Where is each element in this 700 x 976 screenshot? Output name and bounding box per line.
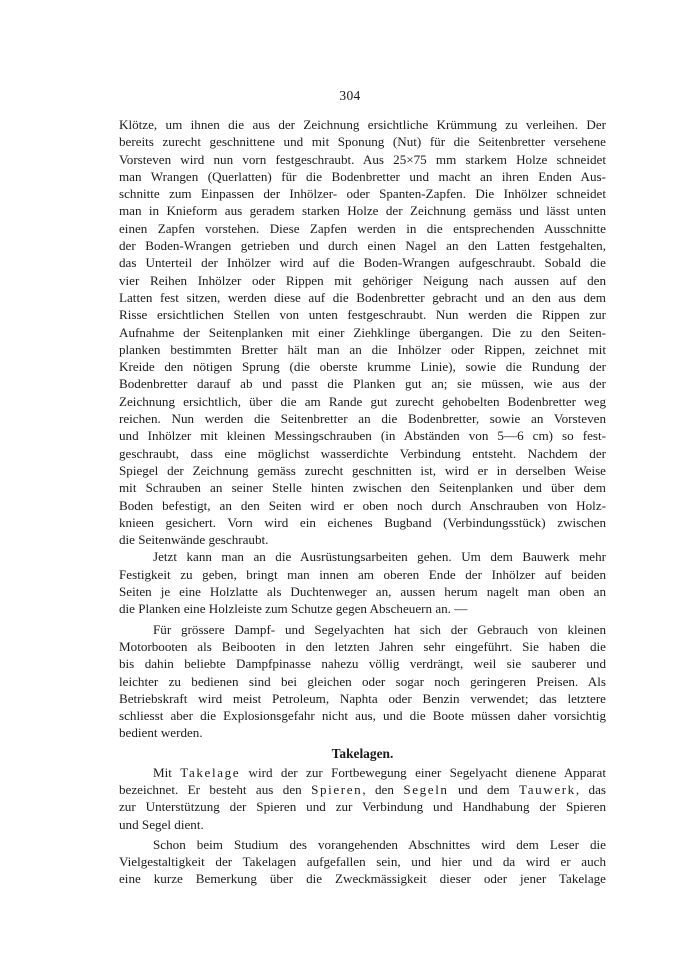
text-line xyxy=(119,764,606,781)
text-line: leichter zu bedienen sind bei gleichen oder sogar noch geringeren Preisen. Als xyxy=(119,673,606,689)
text-run: bezeichnet. Er besteht aus den xyxy=(119,781,312,797)
text-line: Klötze, um ihnen die aus der Zeichnung ersichtliche Krümmung zu verleihen. Der xyxy=(119,117,606,132)
text-line: mit Schrauben an seiner Stelle hinten zwischen den Seitenplanken und über dem xyxy=(119,480,606,496)
paragraph-motorboats xyxy=(119,621,606,742)
paragraph-equipment xyxy=(119,548,606,617)
text-line: Zeichnung ersichtlich, über die am Rande gut zurecht gehobelten Bodenbretter weg xyxy=(119,393,606,409)
text-line: man in Knieform aus geradem starken Holze der Zeichnung gemäss und lässt unten xyxy=(119,203,606,219)
text-run: und dem xyxy=(448,781,520,797)
text-line: die Planken eine Holzleiste zum Schutze gegen Abscheuern an. — xyxy=(119,601,468,617)
term-spieren: Spieren xyxy=(311,781,363,797)
text-run: , das xyxy=(575,781,606,797)
text-run: , den xyxy=(362,781,404,797)
section-heading: Takelagen. xyxy=(331,745,394,761)
text-line: Bodenbretter darauf ab und passt die Planken gut an; sie müssen, wie aus der xyxy=(119,376,606,392)
text-line xyxy=(119,781,606,798)
text-line: Latten fest sitzen, werden diese auf die Bodenbretter gebracht und an den aus dem xyxy=(119,289,606,305)
text-line: Boden befestigt, an den Seiten wird er oben noch durch Anschrauben von Holz- xyxy=(119,497,606,513)
text-line: Vielgestaltigkeit der Takelagen aufgefallen sein, und hier und da wird er auch xyxy=(119,854,606,870)
text-line: geschraubt, dass eine möglichst wasserdichte Verbindung entsteht. Nachdem der xyxy=(119,445,606,461)
text-line: Spiegel der Zeichnung gemäss zurecht geschnitten ist, wird er in derselben Weise xyxy=(119,462,606,478)
paragraph-takelage-definition xyxy=(119,764,606,833)
page-number: 304 xyxy=(339,88,361,103)
text-line: reichen. Nun werden die Seitenbretter an die Bodenbretter, sowie an Vorsteven xyxy=(119,411,606,427)
text-line: der Boden-Wrangen getrieben und durch einen Nagel an den Latten festgehalten, xyxy=(119,238,606,254)
text-line: eine kurze Bemerkung über die Zweckmässigkeit dieser oder jener Takelage xyxy=(119,871,606,887)
text-line: Festigkeit zu geben, bringt man innen am oberen Ende der Inhölzer auf beiden xyxy=(119,566,606,582)
text-line: Aufnahme der Seitenplanken mit einer Ziehklinge übergangen. Die zu den Seiten- xyxy=(119,324,606,340)
text-run: Mit xyxy=(153,764,181,780)
text-line: und Segel dient. xyxy=(119,816,204,832)
text-line: schnitte zum Einpassen der Inhölzer- oder Spanten-Zapfen. Die Inhölzer schneidet xyxy=(119,186,606,202)
text-line: Betriebskraft wird meist Petroleum, Naphta oder Benzin verwendet; das letztere xyxy=(119,690,606,706)
text-run: wird der zur Fortbewegung einer Segelyacht dienene Apparat xyxy=(240,764,606,780)
text-line: Kreide den nötigen Sprung (die oberste krumme Linie), sowie die Rundung der xyxy=(119,359,606,375)
text-line: Motorbooten als Beibooten in den letzten Jahren sehr eingeführt. Sie haben die xyxy=(119,638,606,654)
term-tauwerk: Tauwerk xyxy=(519,781,576,797)
text-line: bedient werden. xyxy=(119,725,203,741)
term-takelage: Takelage xyxy=(180,764,241,780)
body-text xyxy=(119,116,606,888)
text-line: das Unterteil der Inhölzer wird auf die Boden-Wrangen aufgeschraubt. Sobald die xyxy=(119,255,606,271)
text-line: Jetzt kann man an die Ausrüstungsarbeiten gehen. Um dem Bauwerk mehr xyxy=(153,549,606,565)
text-line: Vorsteven wird nun vorn festgeschraubt. Aus 25×75 mm starkem Holze schneidet xyxy=(119,151,606,167)
paragraph-takelage-variety xyxy=(119,836,606,888)
term-segeln: Segeln xyxy=(403,781,449,797)
text-line: schliesst aber die Explosionsgefahr nicht aus, und die Boote müssen daher vorsichtig xyxy=(119,708,606,724)
text-line: bis dahin beliebte Dampfpinasse nahezu völlig verdrängt, weil sie sauberer und xyxy=(119,656,606,672)
text-line: planken bestimmten Bretter hält man an die Inhölzer oder Rippen, zeichnet mit xyxy=(119,341,606,357)
text-line: Seiten je eine Holzlatte als Duchtenweger an, aussen herum nagelt man oben an xyxy=(119,584,606,600)
text-line: bereits zurecht geschnittene und mit Sponung (Nut) für die Seitenbretter versehene xyxy=(119,134,606,150)
text-line: Für grössere Dampf- und Segelyachten hat sich der Gebrauch von kleinen xyxy=(153,621,606,637)
text-line: Schon beim Studium des vorangehenden Abschnittes wird dem Leser die xyxy=(153,836,606,852)
text-line: knieen gesichert. Vorn wird ein eichenes Bugband (Verbindungsstück) zwischen xyxy=(119,514,606,530)
text-line: und Inhölzer mit kleinen Messingschrauben (in Abständen von 5—6 cm) so fest- xyxy=(119,428,606,444)
text-line: man Wrangen (Querlatten) für die Bodenbretter und macht an ihren Enden Aus- xyxy=(119,168,606,184)
text-line: zur Unterstützung der Spieren und zur Verbindung und Handhabung der Spieren xyxy=(119,799,606,815)
text-line: Risse ersichtlichen Stellen von unten festgeschraubt. Nun werden die Rippen zur xyxy=(119,307,606,323)
paragraph-boat-construction xyxy=(119,116,606,548)
text-line: die Seitenwände geschraubt. xyxy=(119,532,269,548)
text-line: vier Reihen Inhölzer oder Rippen mit gehöriger Neigung nach aussen auf den xyxy=(119,272,606,288)
text-line: einen Zapfen vorstehen. Diese Zapfen werden in die entsprechenden Ausschnitte xyxy=(119,220,606,236)
